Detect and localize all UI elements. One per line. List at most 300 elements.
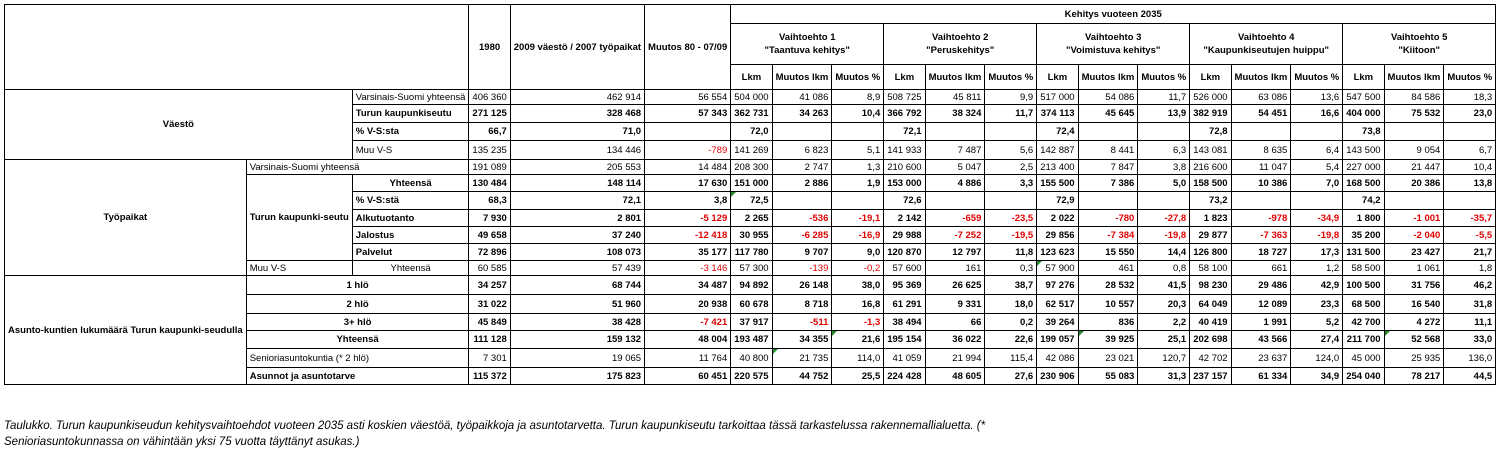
value-cell	[772, 123, 832, 141]
value-cell: 23 021	[1078, 349, 1138, 368]
value-cell: 72 896	[469, 244, 510, 261]
value-cell: 72,4	[1037, 123, 1078, 141]
subheader-lkm: Lkm	[731, 65, 772, 90]
value-cell: 3,8	[1138, 160, 1190, 175]
value-cell: -0,2	[832, 261, 884, 276]
scenario-title: Vaihtoehto 3	[1084, 32, 1142, 43]
value-cell: 1,9	[832, 175, 884, 192]
group-turun-kaupunkiseutu: Turun kaupunki-seutu	[246, 175, 352, 261]
value-cell: 130 484	[469, 175, 510, 192]
value-cell: 27,6	[985, 368, 1037, 385]
value-cell: 31 022	[469, 295, 510, 314]
value-cell: 60 678	[731, 295, 772, 314]
value-cell: 28 532	[1078, 276, 1138, 295]
value-cell: 9,9	[985, 90, 1037, 105]
value-cell: 3,3	[985, 175, 1037, 192]
value-cell: 213 400	[1037, 160, 1078, 175]
value-cell: 18,3	[1444, 90, 1496, 105]
row-label: 1 hlö	[246, 276, 469, 295]
value-cell: 11 047	[1231, 160, 1291, 175]
value-cell: 10,4	[1444, 160, 1496, 175]
value-cell: 151 000	[731, 175, 772, 192]
value-cell: 38,7	[985, 276, 1037, 295]
subheader-muutos-lkm: Muutos lkm	[1231, 65, 1291, 90]
value-cell: 131 500	[1343, 244, 1384, 261]
value-cell: 168 500	[1343, 175, 1384, 192]
value-cell: 462 914	[510, 90, 644, 105]
value-cell: 46,2	[1444, 276, 1496, 295]
value-cell: 98 230	[1190, 276, 1231, 295]
value-cell: 38 324	[925, 105, 985, 123]
value-cell: 126 800	[1190, 244, 1231, 261]
value-cell: 45 849	[469, 314, 510, 331]
scenario-title: Vaihtoehto 1	[779, 32, 836, 43]
value-cell	[1444, 123, 1496, 141]
row-label: % V-S:stä	[352, 192, 469, 210]
value-cell: 148 114	[510, 175, 644, 192]
subheader-muutos-pct: Muutos %	[1444, 65, 1496, 90]
value-cell: 230 906	[1037, 368, 1078, 385]
value-cell: 29 486	[1231, 276, 1291, 295]
value-cell: 25,1	[1138, 331, 1190, 349]
value-cell: 208 300	[731, 160, 772, 175]
value-cell: 42 702	[1190, 349, 1231, 368]
value-cell: 2 022	[1037, 210, 1078, 227]
scenario-name: "Peruskehitys"	[926, 45, 995, 56]
value-cell	[1444, 192, 1496, 210]
value-cell: 66,7	[469, 123, 510, 141]
subheader-muutos-lkm: Muutos lkm	[1384, 65, 1444, 90]
value-cell: 78 217	[1384, 368, 1444, 385]
value-cell: 141 933	[884, 141, 925, 160]
value-cell: 153 000	[884, 175, 925, 192]
value-cell: 111 128	[469, 331, 510, 349]
group-vaesto: Väestö	[5, 90, 353, 160]
value-cell: 5 047	[925, 160, 985, 175]
value-cell: 34 355	[772, 331, 832, 349]
value-cell: 55 083	[1078, 368, 1138, 385]
value-cell: -7 384	[1078, 227, 1138, 244]
row-label: 2 hlö	[246, 295, 469, 314]
row-label: Palvelut	[352, 244, 469, 261]
value-cell: 41 059	[884, 349, 925, 368]
value-cell: 406 360	[469, 90, 510, 105]
subheader-lkm: Lkm	[1190, 65, 1231, 90]
subheader-lkm: Lkm	[1343, 65, 1384, 90]
scenario-header	[884, 24, 1037, 65]
value-cell: 54 451	[1231, 105, 1291, 123]
value-cell: 41,5	[1138, 276, 1190, 295]
value-cell	[1291, 123, 1343, 141]
value-cell: 31 756	[1384, 276, 1444, 295]
row-label: Senioriasuntokuntia (* 2 hlö)	[246, 349, 469, 368]
value-cell: 374 113	[1037, 105, 1078, 123]
value-cell: 20 386	[1384, 175, 1444, 192]
value-cell: 661	[1231, 261, 1291, 276]
value-cell: 191 089	[469, 160, 510, 175]
value-cell: 220 575	[731, 368, 772, 385]
value-cell: -5,5	[1444, 227, 1496, 244]
value-cell: 35 177	[645, 244, 731, 261]
value-cell: 142 887	[1037, 141, 1078, 160]
value-cell: 64 049	[1190, 295, 1231, 314]
value-cell: -19,5	[985, 227, 1037, 244]
value-cell: 199 057	[1037, 331, 1078, 349]
header-2009: 2009 väestö / 2007 työpaikat	[510, 5, 644, 90]
value-cell: 136,0	[1444, 349, 1496, 368]
value-cell: 39 264	[1037, 314, 1078, 331]
value-cell: 2,2	[1138, 314, 1190, 331]
value-cell: 38 494	[884, 314, 925, 331]
value-cell: 56 554	[645, 90, 731, 105]
value-cell: -978	[1231, 210, 1291, 227]
value-cell: 382 919	[1190, 105, 1231, 123]
value-cell: 49 658	[469, 227, 510, 244]
subheader-muutos-lkm: Muutos lkm	[1078, 65, 1138, 90]
value-cell: 8 441	[1078, 141, 1138, 160]
value-cell: 211 700	[1343, 331, 1384, 349]
subheader-lkm: Lkm	[884, 65, 925, 90]
scenario-title: Vaihtoehto 5	[1390, 32, 1448, 43]
value-cell: 135 235	[469, 141, 510, 160]
value-cell: 61 291	[884, 295, 925, 314]
value-cell: 108 073	[510, 244, 644, 261]
value-cell: -1 001	[1384, 210, 1444, 227]
value-cell: 40 419	[1190, 314, 1231, 331]
value-cell: 60 585	[469, 261, 510, 276]
value-cell: 25 935	[1384, 349, 1444, 368]
value-cell: 23,0	[1444, 105, 1496, 123]
value-cell: 2 886	[772, 175, 832, 192]
scenario-header	[1343, 24, 1496, 65]
value-cell: 193 487	[731, 331, 772, 349]
development-table	[4, 4, 1496, 385]
value-cell	[985, 123, 1037, 141]
value-cell: -16,9	[832, 227, 884, 244]
value-cell: 8 635	[1231, 141, 1291, 160]
value-cell: 115,4	[985, 349, 1037, 368]
value-cell: 48 004	[645, 331, 731, 349]
row-label: Alkutuotanto	[352, 210, 469, 227]
value-cell: -35,7	[1444, 210, 1496, 227]
value-cell: -34,9	[1291, 210, 1343, 227]
value-cell: 7 487	[925, 141, 985, 160]
value-cell: 58 100	[1190, 261, 1231, 276]
value-cell: 254 040	[1343, 368, 1384, 385]
value-cell: -139	[772, 261, 832, 276]
value-cell: 74,2	[1343, 192, 1384, 210]
value-cell: 38 428	[510, 314, 644, 331]
value-cell: 224 428	[884, 368, 925, 385]
header-kehitys: Kehitys vuoteen 2035	[731, 5, 1496, 24]
value-cell: 8,9	[832, 90, 884, 105]
value-cell: 5,4	[1291, 160, 1343, 175]
value-cell: 60 451	[645, 368, 731, 385]
value-cell: 72,0	[731, 123, 772, 141]
value-cell: 517 000	[1037, 90, 1078, 105]
value-cell: 57 600	[884, 261, 925, 276]
value-cell: 143 500	[1343, 141, 1384, 160]
value-cell: 4 886	[925, 175, 985, 192]
value-cell	[645, 123, 731, 141]
value-cell: 63 086	[1231, 90, 1291, 105]
value-cell: -19,8	[1138, 227, 1190, 244]
table-container	[4, 4, 1496, 385]
row-label: Turun kaupunkiseutu	[352, 105, 469, 123]
value-cell: 42,9	[1291, 276, 1343, 295]
value-cell	[925, 123, 985, 141]
value-cell	[1231, 123, 1291, 141]
value-cell: 120,7	[1138, 349, 1190, 368]
value-cell: 6,3	[1138, 141, 1190, 160]
value-cell: 11 764	[645, 349, 731, 368]
value-cell: -7 252	[925, 227, 985, 244]
value-cell: 117 780	[731, 244, 772, 261]
value-cell: 26 148	[772, 276, 832, 295]
value-cell: 13,8	[1444, 175, 1496, 192]
value-cell: 68 500	[1343, 295, 1384, 314]
value-cell	[1291, 192, 1343, 210]
value-cell: 7 930	[469, 210, 510, 227]
value-cell: -2 040	[1384, 227, 1444, 244]
value-cell: 48 605	[925, 368, 985, 385]
value-cell: 73,8	[1343, 123, 1384, 141]
row-label: Varsinais-Suomi yhteensä	[246, 160, 469, 175]
value-cell: 123 623	[1037, 244, 1078, 261]
value-cell: 10,4	[832, 105, 884, 123]
value-cell: 72,6	[884, 192, 925, 210]
value-cell: 57 900	[1037, 261, 1078, 276]
value-cell: 134 446	[510, 141, 644, 160]
value-cell: 161	[925, 261, 985, 276]
value-cell: 210 600	[884, 160, 925, 175]
value-cell: 29 877	[1190, 227, 1231, 244]
value-cell: 31,8	[1444, 295, 1496, 314]
value-cell: 10 557	[1078, 295, 1138, 314]
value-cell: 25,5	[832, 368, 884, 385]
value-cell: 114,0	[832, 349, 884, 368]
value-cell: 175 823	[510, 368, 644, 385]
header-corner	[5, 5, 469, 90]
value-cell: 44,5	[1444, 368, 1496, 385]
value-cell: 68,3	[469, 192, 510, 210]
value-cell: 526 000	[1190, 90, 1231, 105]
value-cell: 18,0	[985, 295, 1037, 314]
value-cell: -7 363	[1231, 227, 1291, 244]
value-cell: 94 892	[731, 276, 772, 295]
value-cell: -1,3	[832, 314, 884, 331]
value-cell: 42 700	[1343, 314, 1384, 331]
row-label: Varsinais-Suomi yhteensä	[352, 90, 469, 105]
value-cell: -7 421	[645, 314, 731, 331]
value-cell: 6 823	[772, 141, 832, 160]
value-cell: 62 517	[1037, 295, 1078, 314]
value-cell: 36 022	[925, 331, 985, 349]
value-cell: 39 925	[1078, 331, 1138, 349]
value-cell: 95 369	[884, 276, 925, 295]
row-sublabel: Yhteensä	[352, 261, 469, 276]
value-cell: 9 054	[1384, 141, 1444, 160]
value-cell: 124,0	[1291, 349, 1343, 368]
value-cell: 195 154	[884, 331, 925, 349]
value-cell: 11,8	[985, 244, 1037, 261]
value-cell	[1231, 192, 1291, 210]
value-cell: 205 553	[510, 160, 644, 175]
value-cell: 2 265	[731, 210, 772, 227]
value-cell: 45 000	[1343, 349, 1384, 368]
value-cell	[1078, 123, 1138, 141]
value-cell: 45 645	[1078, 105, 1138, 123]
scenario-header	[1037, 24, 1190, 65]
value-cell: 3,8	[645, 192, 731, 210]
header-muutos: Muutos 80 - 07/09	[645, 5, 731, 90]
value-cell: 14 484	[645, 160, 731, 175]
value-cell: 366 792	[884, 105, 925, 123]
scenario-title: Vaihtoehto 2	[931, 32, 989, 43]
value-cell: 66	[925, 314, 985, 331]
value-cell	[925, 192, 985, 210]
subheader-muutos-pct: Muutos %	[1291, 65, 1343, 90]
value-cell: 21 447	[1384, 160, 1444, 175]
value-cell: -23,5	[985, 210, 1037, 227]
value-cell: 16,6	[1291, 105, 1343, 123]
value-cell: 1 061	[1384, 261, 1444, 276]
value-cell: 4 272	[1384, 314, 1444, 331]
value-cell: 2 801	[510, 210, 644, 227]
value-cell: 21,6	[832, 331, 884, 349]
value-cell: 143 081	[1190, 141, 1231, 160]
value-cell: -3 146	[645, 261, 731, 276]
value-cell: 57 300	[731, 261, 772, 276]
value-cell: 72,5	[731, 192, 772, 210]
scenario-name: "Kaupunkiseutujen huippu"	[1203, 45, 1330, 56]
value-cell: 42 086	[1037, 349, 1078, 368]
value-cell: 11,1	[1444, 314, 1496, 331]
value-cell: 19 065	[510, 349, 644, 368]
value-cell: 0,8	[1138, 261, 1190, 276]
value-cell: 17 630	[645, 175, 731, 192]
value-cell: 504 000	[731, 90, 772, 105]
value-cell: 120 870	[884, 244, 925, 261]
value-cell: 202 698	[1190, 331, 1231, 349]
value-cell: 404 000	[1343, 105, 1384, 123]
value-cell: 7,0	[1291, 175, 1343, 192]
value-cell: -12 418	[645, 227, 731, 244]
value-cell: 21 735	[772, 349, 832, 368]
value-cell	[985, 192, 1037, 210]
value-cell: 5,6	[985, 141, 1037, 160]
value-cell: 27,4	[1291, 331, 1343, 349]
value-cell	[772, 192, 832, 210]
value-cell: 30 955	[731, 227, 772, 244]
value-cell: 836	[1078, 314, 1138, 331]
value-cell: 237 157	[1190, 368, 1231, 385]
value-cell: 271 125	[469, 105, 510, 123]
scenario-name: "Kiitoon"	[1398, 45, 1441, 56]
value-cell: 54 086	[1078, 90, 1138, 105]
value-cell: 115 372	[469, 368, 510, 385]
value-cell: 40 800	[731, 349, 772, 368]
value-cell: 5,1	[832, 141, 884, 160]
table-caption: Taulukko. Turun kaupunkiseudun kehitysvaihtoehdot vuoteen 2035 asti koskien väestöä, työpaikkoja ja asuntotarvetta. Turun kaupunkiseutu tarkoittaa tässä tarkastelussa rakennemallialuetta. (* Senioriasuntokunnassa on vähintään yksi 75 vuotta täyttänyt asukas.)	[4, 420, 986, 448]
value-cell: 1,3	[832, 160, 884, 175]
value-cell: 141 269	[731, 141, 772, 160]
value-cell: -6 285	[772, 227, 832, 244]
value-cell	[1384, 123, 1444, 141]
value-cell: 7 301	[469, 349, 510, 368]
row-label: 3+ hlö	[246, 314, 469, 331]
row-label: Muu V-S	[246, 261, 352, 276]
subheader-muutos-pct: Muutos %	[1138, 65, 1190, 90]
value-cell: 23 427	[1384, 244, 1444, 261]
value-cell: 1,8	[1444, 261, 1496, 276]
value-cell: 20 938	[645, 295, 731, 314]
value-cell: 45 811	[925, 90, 985, 105]
value-cell: 6,4	[1291, 141, 1343, 160]
value-cell: 100 500	[1343, 276, 1384, 295]
value-cell: 33,0	[1444, 331, 1496, 349]
value-cell: 61 334	[1231, 368, 1291, 385]
value-cell: 15 550	[1078, 244, 1138, 261]
value-cell: 17,3	[1291, 244, 1343, 261]
value-cell: 31,3	[1138, 368, 1190, 385]
value-cell: 5,2	[1291, 314, 1343, 331]
value-cell: 29 988	[884, 227, 925, 244]
row-label: Yhteensä	[352, 175, 469, 192]
value-cell: 72,8	[1190, 123, 1231, 141]
value-cell: 43 566	[1231, 331, 1291, 349]
value-cell: -19,1	[832, 210, 884, 227]
scenario-header	[731, 24, 884, 65]
row-label: % V-S:sta	[352, 123, 469, 141]
value-cell: -19,8	[1291, 227, 1343, 244]
subheader-muutos-lkm: Muutos lkm	[925, 65, 985, 90]
value-cell: 0,3	[985, 261, 1037, 276]
value-cell: 38,0	[832, 276, 884, 295]
value-cell	[1384, 192, 1444, 210]
value-cell: -659	[925, 210, 985, 227]
subheader-muutos-pct: Muutos %	[985, 65, 1037, 90]
value-cell: 362 731	[731, 105, 772, 123]
value-cell: 97 276	[1037, 276, 1078, 295]
value-cell: 75 532	[1384, 105, 1444, 123]
group-tyopaikat: Työpaikat	[5, 160, 247, 276]
value-cell: 72,1	[510, 192, 644, 210]
value-cell: 41 086	[772, 90, 832, 105]
value-cell: 22,6	[985, 331, 1037, 349]
value-cell: 11,7	[985, 105, 1037, 123]
value-cell: -780	[1078, 210, 1138, 227]
value-cell: 547 500	[1343, 90, 1384, 105]
value-cell: 1 800	[1343, 210, 1384, 227]
value-cell: 23 637	[1231, 349, 1291, 368]
value-cell: 1 823	[1190, 210, 1231, 227]
value-cell: 35 200	[1343, 227, 1384, 244]
value-cell: 11,7	[1138, 90, 1190, 105]
value-cell: 5,0	[1138, 175, 1190, 192]
value-cell: 37 240	[510, 227, 644, 244]
value-cell	[832, 123, 884, 141]
value-cell: 71,0	[510, 123, 644, 141]
value-cell: 52 568	[1384, 331, 1444, 349]
value-cell: 23,3	[1291, 295, 1343, 314]
value-cell: 12 797	[925, 244, 985, 261]
value-cell	[1138, 123, 1190, 141]
value-cell: -789	[645, 141, 731, 160]
row-label: Muu V-S	[352, 141, 469, 160]
value-cell: 13,9	[1138, 105, 1190, 123]
value-cell: 26 625	[925, 276, 985, 295]
